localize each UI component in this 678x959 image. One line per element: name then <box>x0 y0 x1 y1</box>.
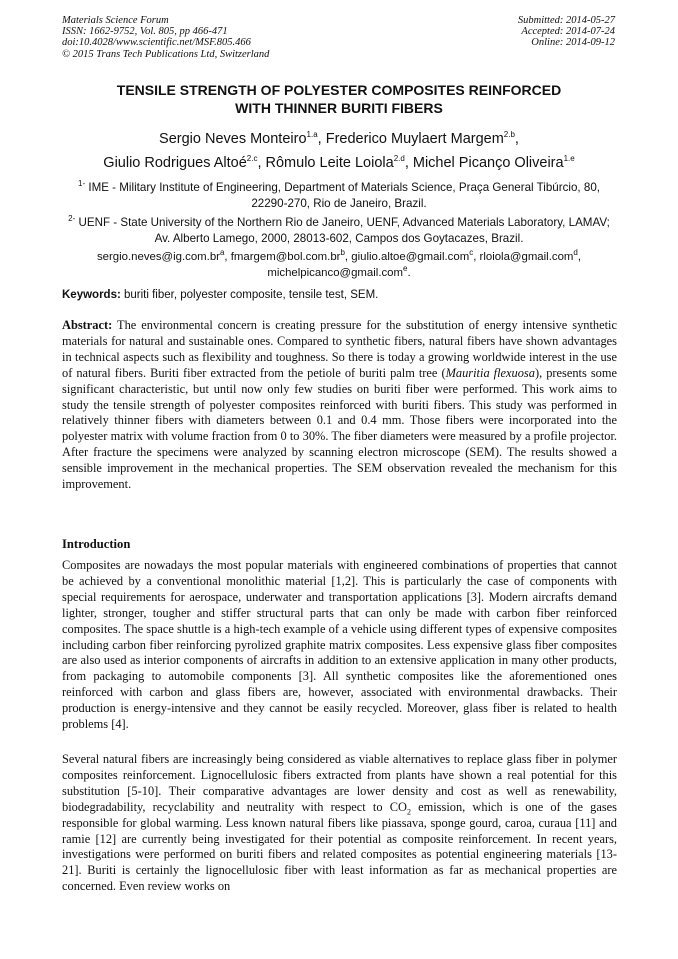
section-heading-introduction: Introduction <box>62 537 131 551</box>
email-separator: , <box>344 251 352 263</box>
keywords-label: Keywords: <box>62 289 121 301</box>
journal-name: Materials Science Forum <box>62 15 169 26</box>
abstract-text-1: The environmental concern is creating pressure for the substitution of energy intensive synthetic materials for natural and sustainable ones. Compared to synthetic fibers, natural fibers have shown advantages in technical aspects such as flexibility and toughness. So there is today a growing worldwide interest in the use of natural fibers. Buriti fiber extracted from the petiole of buriti palm tree ( <box>62 318 617 380</box>
abstract <box>62 318 617 493</box>
affiliation-2 <box>62 215 616 246</box>
abstract-text-2: ), presents some significant characteristic, but until now only few studies on buriti fiber were performed. This work aims to study the tensile strength of polyester composites reinforced with buriti fibers. This study was performed in relatively thinner fibers with diameters between 0.1 and 0.4 mm. Those fibers were incorporated into the polyester matrix with volume fraction from 0 to 30%. The fiber diameters were measured by a profile projector. After fracture the specimens were analyzed by scanning electron microscope (SEM). The results showed a sensible improvement in the mechanical properties. The SEM observation revealed the mechanism for this improvement. <box>62 365 617 492</box>
email-mark: e <box>403 263 408 273</box>
email-address[interactable]: fmargem@bol.com.br <box>230 251 341 263</box>
keywords <box>62 289 618 301</box>
submission-dates <box>518 15 615 49</box>
email-mark: d <box>573 248 578 258</box>
author-separator: , <box>257 155 266 171</box>
author-separator: , <box>514 131 519 147</box>
email-separator: , <box>224 251 231 263</box>
accepted-date: Accepted: 2014-07-24 <box>521 26 615 38</box>
subscript-2: 2 <box>406 807 411 817</box>
affiliation-mark: 2- <box>68 214 76 224</box>
paper-title <box>40 81 638 117</box>
journal-copyright: © 2015 Trans Tech Publications Ltd, Switzerland <box>62 48 270 60</box>
author-separator: , <box>317 131 326 147</box>
introduction-paragraph-2 <box>62 752 617 895</box>
abstract-label: Abstract: <box>62 318 113 332</box>
email-address[interactable]: michelpicanco@gmail.com <box>267 266 404 279</box>
affiliation-mark: 1- <box>78 179 86 189</box>
journal-info <box>62 15 269 60</box>
paper-title-line2: WITH THINNER BURITI FIBERS <box>235 100 443 116</box>
email-mark: b <box>340 248 345 258</box>
author-affiliation-mark: 2.c <box>246 154 258 164</box>
paragraph-text: Several natural fibers are increasingly being considered as viable alternatives to replace glass fiber in polymer composites reinforcement. Lignocellulosic fibers extracted from plants have shown a real potential for this substitution [5-10]. Their comparative advantages are lower density and cost as well as renewability, biodegradability, recyclability and neutrality with respect to CO <box>62 752 617 814</box>
author-list <box>40 127 638 175</box>
paper-title-line1: TENSILE STRENGTH OF POLYESTER COMPOSITES REINFORCED <box>116 82 562 98</box>
author-affiliation-mark: 2.d <box>393 154 405 164</box>
affiliation-text: IME - Military Institute of Engineering, Department of Materials Science, Praça General Tibúrcio, 80, 22290-270, Rio de Janeiro, Brazil. <box>85 181 600 210</box>
author-affiliation-mark: 2.b <box>503 130 515 140</box>
introduction-paragraph-1: Composites are nowadays the most popular materials with engineered combinations of properties that cannot be achieved by a conventional monolithic material [1,2]. This is particularly the case of components with special requirements for aerospace, underwater and transportation applications [3]. Modern aircrafts demand lighter, stronger, tougher and stiffer structural parts that can only be made with carbon fiber reinforced composites. The space shuttle is a high-tech example of a vehicle using different types of expensive composites including carbon fiber reinforcing pyrolized graphite matrix composites. Less expensive glass fiber composites are also used as interior components of aircrafts in addition to an extensive application in many other products, from packaging to automobile components [3]. All synthetic composites like the aforementioned ones reinforced with carbon and glass fibers are, however, associated with environmental drawbacks. Their production is energy-intensive and they cannot be easily recycled. Moreover, glass fiber is related to health problems [4]. <box>62 558 617 732</box>
email-address[interactable]: sergio.neves@ig.com.br <box>96 251 220 263</box>
author-line-2 <box>40 151 638 175</box>
journal-issn: ISSN: 1662-9752, Vol. 805, pp 466-471 <box>62 26 228 38</box>
email-mark: a <box>219 248 225 258</box>
paragraph-text: emission, which is one of the gases responsible for global warming. Less known natural fibers like piassava, sponge gourd, caroa, curaua [11] and ramie [12] are currently being investigated for their potential as composite reinforcement. In recent years, investigations were performed on buriti fibers and related composites as potential engineering materials [13-21]. Buriti is certainly the lignocellulosic fiber with least information as far as mechanical properties are concerned. Even review works on <box>62 799 617 894</box>
author-affiliation-mark: 1.e <box>563 154 575 164</box>
author-name: Rômulo Leite Loiola <box>265 155 394 171</box>
email-address[interactable]: rloiola@gmail.com <box>479 251 574 263</box>
author-name: Giulio Rodrigues Altoé <box>103 155 247 171</box>
author-line-1 <box>40 127 638 151</box>
abstract-species-name: Mauritia flexuosa <box>445 365 535 380</box>
author-name: Michel Picanço Oliveira <box>412 155 564 171</box>
email-mark: c <box>469 248 474 258</box>
keywords-text: buriti fiber, polyester composite, tensile test, SEM. <box>120 289 379 301</box>
author-affiliation-mark: 1.a <box>306 130 318 140</box>
email-separator: , <box>577 251 582 263</box>
submitted-date: Submitted: 2014-05-27 <box>517 15 615 26</box>
email-list <box>62 250 616 281</box>
email-separator: . <box>407 266 411 279</box>
author-name: Frederico Muylaert Margem <box>325 131 504 147</box>
author-separator: , <box>404 155 413 171</box>
online-date: Online: 2014-09-12 <box>531 37 615 49</box>
author-name: Sergio Neves Monteiro <box>159 131 307 147</box>
email-separator: , <box>473 251 480 263</box>
journal-doi[interactable]: doi:10.4028/www.scientific.net/MSF.805.466 <box>62 37 251 49</box>
affiliation-1 <box>62 180 616 211</box>
email-address[interactable]: giulio.altoe@gmail.com <box>351 251 470 263</box>
affiliation-text: UENF - State University of the Northern Rio de Janeiro, UENF, Advanced Materials Laboratory, LAMAV; Av. Alberto Lamego, 2000, 28013-602, Campos dos Goytacazes, Brazil. <box>75 216 610 245</box>
